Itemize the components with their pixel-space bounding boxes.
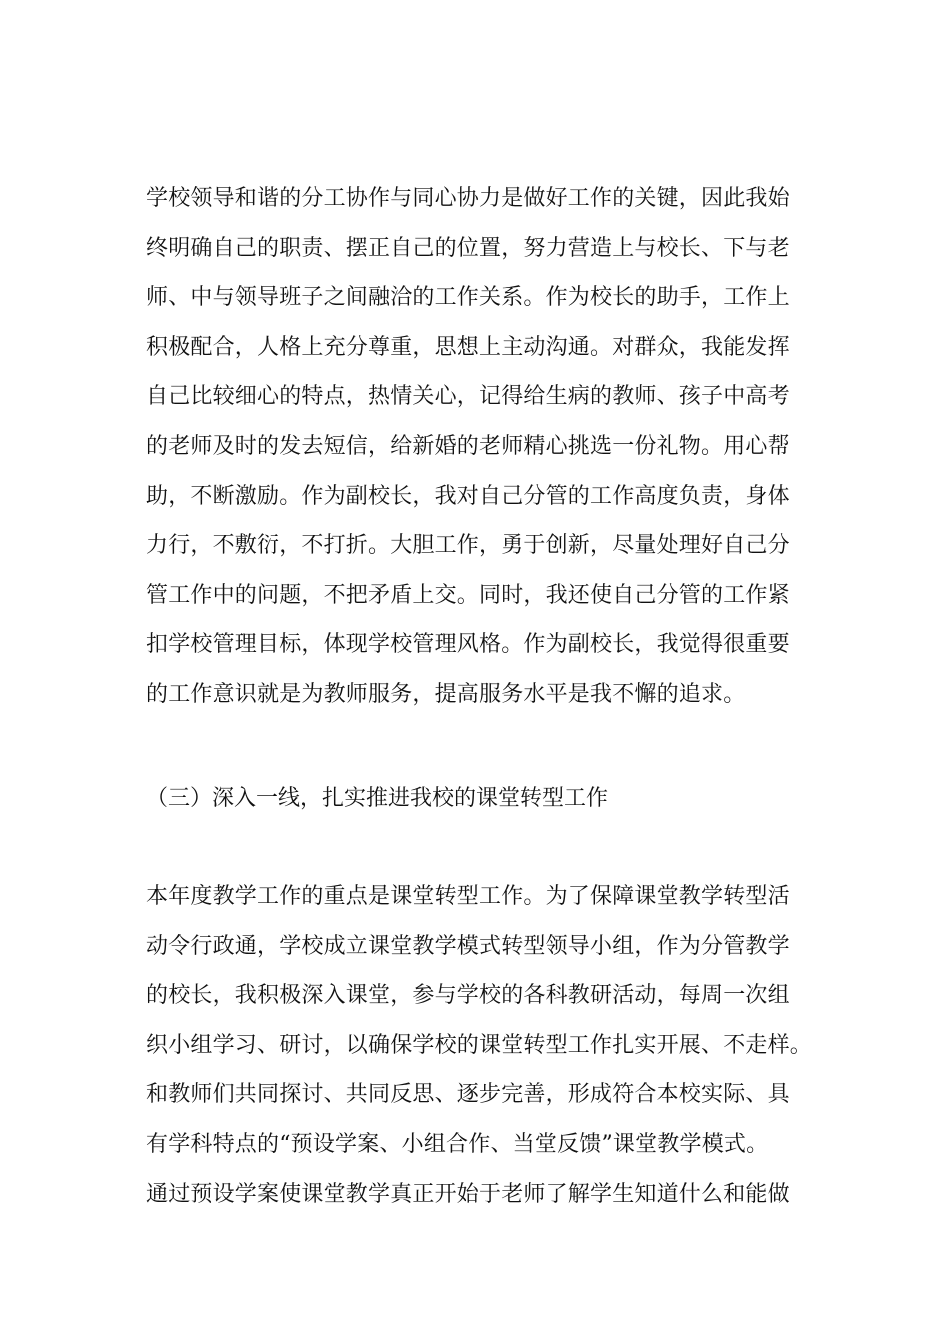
paragraph-1 (146, 174, 846, 720)
text-line: 的工作意识就是为教师服务，提高服务水平是我不懈的追求。 (146, 681, 746, 707)
text-line: 积极配合，人格上充分尊重，思想上主动沟通。对群众，我能发挥 (146, 334, 790, 360)
text-line: 自己比较细心的特点，热情关心，记得给生病的教师、孩子中高考 (146, 384, 790, 410)
text-line: 扣学校管理目标，体现学校管理风格。作为副校长，我觉得很重要 (146, 632, 790, 658)
text-line: 织小组学习、研讨，以确保学校的课堂转型工作扎实开展、不走样。 (146, 1032, 813, 1058)
section-heading (146, 774, 846, 824)
text-line: 助，不断激励。作为副校长，我对自己分管的工作高度负责，身体 (146, 483, 790, 509)
text-line: 动令行政通，学校成立课堂教学模式转型领导小组，作为分管教学 (146, 933, 790, 959)
text-line: 学校领导和谐的分工协作与同心协力是做好工作的关键，因此我始 (146, 186, 790, 211)
text-line: 师、中与领导班子之间融洽的工作关系。作为校长的助手，工作上 (146, 285, 790, 311)
text-line: 管工作中的问题，不把矛盾上交。同时，我还使自己分管的工作紧 (146, 582, 790, 608)
text-line: 有学科特点的“预设学案、小组合作、当堂反馈”课堂教学模式。 (146, 1131, 769, 1157)
text-line: 和教师们共同探讨、共同反思、逐步完善，形成符合本校实际、具 (146, 1082, 790, 1108)
text-line: 的老师及时的发去短信，给新婚的老师精心挑选一份礼物。用心帮 (146, 433, 790, 459)
text-line: 终明确自己的职责、摆正自己的位置，努力营造上与校长、下与老 (146, 235, 790, 261)
paragraph-2 (146, 872, 846, 1219)
text-line: 力行，不敷衍，不打折。大胆工作，勇于创新，尽量处理好自己分 (146, 533, 790, 559)
section-heading-text: （三）深入一线，扎实推进我校的课堂转型工作 (146, 786, 609, 811)
text-line: 通过预设学案使课堂教学真正开始于老师了解学生知道什么和能做 (146, 1181, 790, 1207)
text-line: 的校长，我积极深入课堂，参与学校的各科教研活动，每周一次组 (146, 983, 790, 1009)
text-line: 本年度教学工作的重点是课堂转型工作。为了保障课堂教学转型活 (146, 884, 790, 909)
